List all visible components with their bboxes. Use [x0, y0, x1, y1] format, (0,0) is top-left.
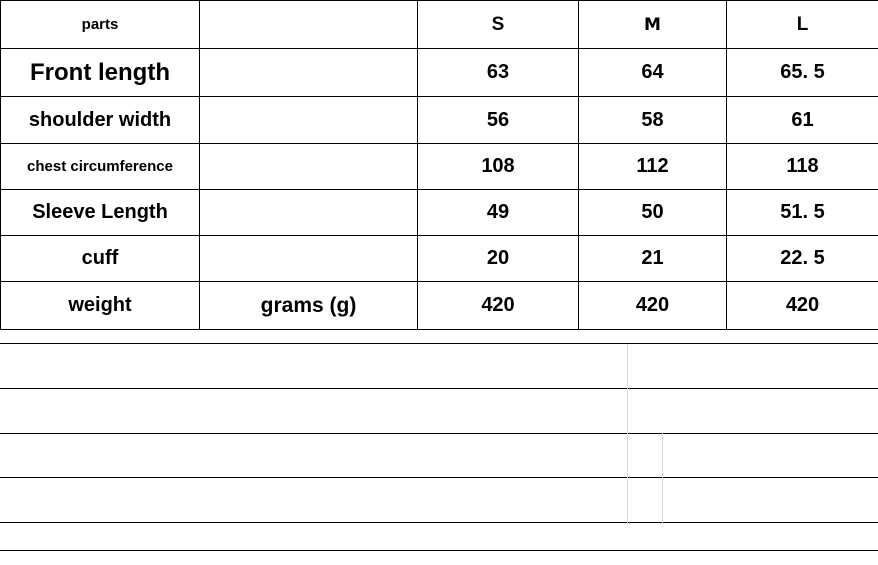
- cell-sleeve-length-s: 49: [418, 190, 579, 236]
- rule-line: [0, 522, 878, 523]
- cell-weight-m: 420: [579, 282, 727, 330]
- cell-cuff-s: 20: [418, 236, 579, 282]
- row-unit-sleeve-length: [200, 190, 418, 236]
- rule-line: [0, 433, 878, 434]
- cell-chest-circumference-l: 118: [727, 144, 878, 190]
- empty-ruled-area: [0, 322, 878, 565]
- cell-cuff-m: 21: [579, 236, 727, 282]
- faint-divider: [662, 433, 663, 523]
- cell-weight-l: 420: [727, 282, 878, 330]
- row-unit-cuff: [200, 236, 418, 282]
- cell-front-length-m: 64: [579, 49, 727, 97]
- cell-chest-circumference-m: 112: [579, 144, 727, 190]
- cell-cuff-l: 22. 5: [727, 236, 878, 282]
- table-header-row: [1, 1, 878, 49]
- cell-chest-circumference-s: 108: [418, 144, 579, 190]
- cell-shoulder-width-m: 58: [579, 97, 727, 144]
- rule-line: [0, 477, 878, 478]
- cell-weight-s: 420: [418, 282, 579, 330]
- cell-shoulder-width-l: 61: [727, 97, 878, 144]
- rule-line: [0, 343, 878, 344]
- header-unit: [200, 1, 418, 49]
- table-row: [1, 144, 878, 190]
- row-label-front-length: Front length: [1, 49, 200, 97]
- header-size-m: M: [579, 1, 727, 49]
- header-size-s: S: [418, 1, 579, 49]
- row-unit-chest-circumference: [200, 144, 418, 190]
- table-row: [1, 190, 878, 236]
- cell-sleeve-length-l: 51. 5: [727, 190, 878, 236]
- rule-line: [0, 550, 878, 551]
- cell-shoulder-width-s: 56: [418, 97, 579, 144]
- rule-line: [0, 388, 878, 389]
- cell-sleeve-length-m: 50: [579, 190, 727, 236]
- row-label-shoulder-width: shoulder width: [1, 97, 200, 144]
- header-parts: parts: [1, 1, 200, 49]
- table-row: [1, 49, 878, 97]
- row-unit-front-length: [200, 49, 418, 97]
- row-label-weight: weight: [1, 282, 200, 330]
- row-label-chest-circumference: chest circumference: [1, 144, 200, 190]
- faint-divider: [627, 344, 628, 524]
- cell-front-length-s: 63: [418, 49, 579, 97]
- table-row: [1, 236, 878, 282]
- row-label-cuff: cuff: [1, 236, 200, 282]
- row-unit-weight: grams (g): [200, 282, 418, 330]
- row-label-sleeve-length: Sleeve Length: [1, 190, 200, 236]
- cell-front-length-l: 65. 5: [727, 49, 878, 97]
- row-unit-shoulder-width: [200, 97, 418, 144]
- header-size-l: L: [727, 1, 878, 49]
- table-row: [1, 97, 878, 144]
